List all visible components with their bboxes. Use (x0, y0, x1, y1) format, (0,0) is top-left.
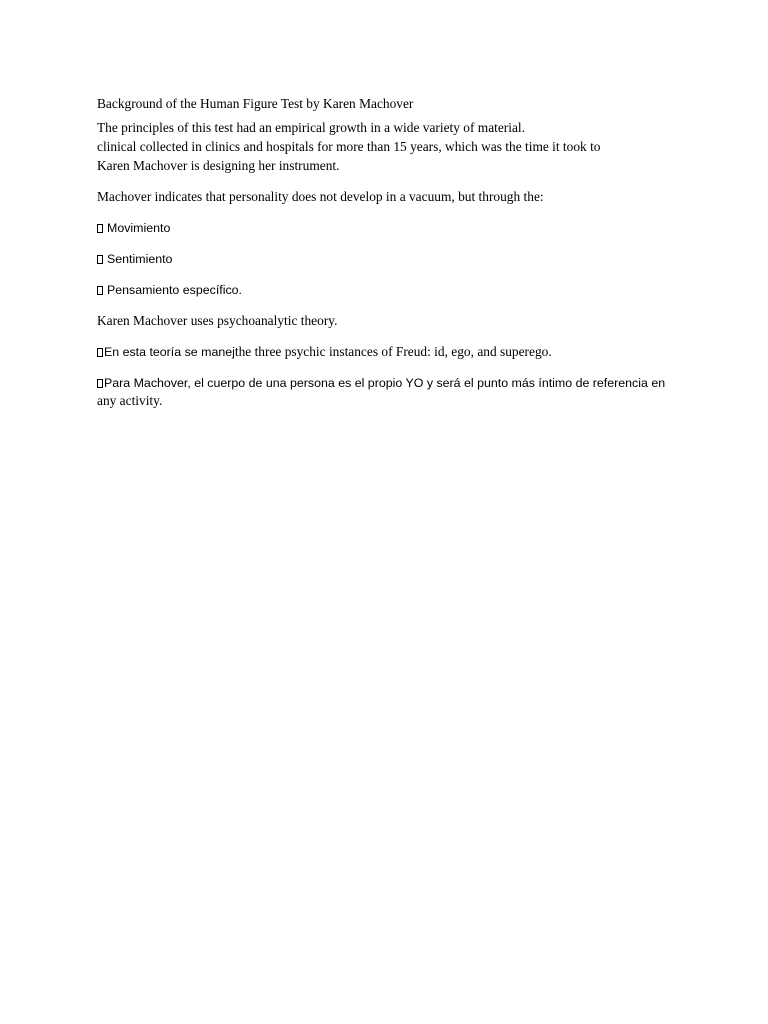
intro-line-2: clinical collected in clinics and hospitals for more than 15 years, which was the time it took to (97, 139, 601, 154)
point-body-line-1 (97, 374, 677, 392)
intro-line-1: The principles of this test had an empirical growth in a wide variety of material. (97, 120, 525, 135)
point-freud-spanish: En esta teoría se manej (104, 345, 235, 359)
lead-sentence: Machover indicates that personality does not develop in a vacuum, but through the: (97, 189, 544, 204)
missing-glyph-icon (97, 286, 103, 295)
bullet-item-pensamiento (97, 281, 677, 299)
bullet-text: Sentimiento (107, 252, 173, 266)
intro-line-3: Karen Machover is designing her instrument. (97, 158, 340, 173)
intro-paragraph (97, 118, 677, 175)
point-body-line-2: any activity. (97, 393, 163, 408)
bullet-item-movimiento (97, 219, 677, 237)
bullet-item-sentimiento (97, 250, 677, 268)
missing-glyph-icon (97, 255, 103, 264)
point-freud-english: the three psychic instances of Freud: id, ego, and superego. (234, 344, 552, 359)
missing-glyph-icon (97, 379, 103, 388)
document-title: Background of the Human Figure Test by Karen Machover (97, 96, 414, 111)
bullet-text: Movimiento (107, 221, 171, 235)
theory-sentence: Karen Machover uses psychoanalytic theory. (97, 313, 338, 328)
point-body (97, 374, 677, 410)
point-freud (97, 343, 677, 361)
bullet-text: Pensamiento específico. (107, 283, 242, 297)
missing-glyph-icon (97, 348, 103, 357)
document-body (97, 95, 677, 410)
point-body-spanish: Para Machover, el cuerpo de una persona es el propio YO y será el punto más íntimo de referencia en (104, 376, 666, 390)
missing-glyph-icon (97, 224, 103, 233)
